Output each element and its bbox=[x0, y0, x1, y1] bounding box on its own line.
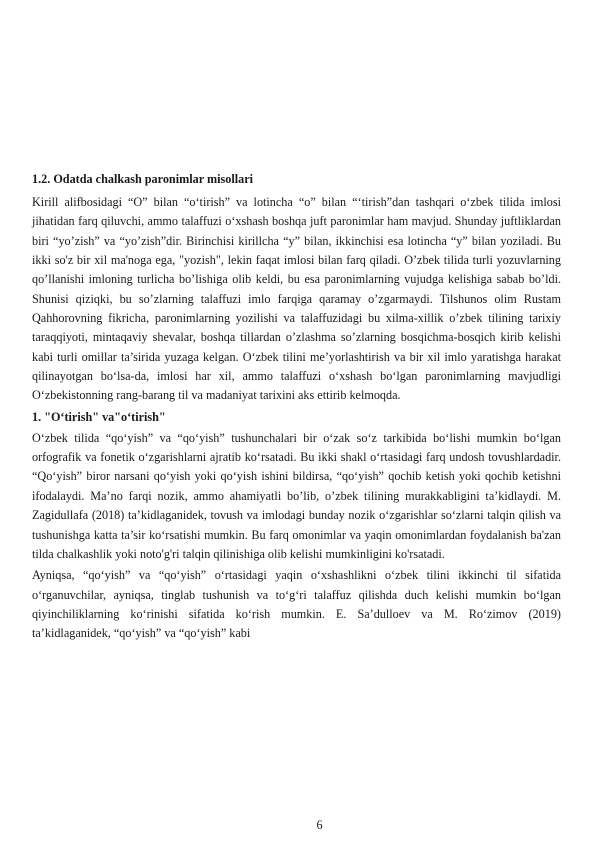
paragraph-qoyish: O‘zbek tilida “qo‘yish” va “qo‘yish” tushunchalari bir o‘zak so‘z tarkibida bo‘lishi mumkin bo‘lgan orfografik va fonetik o‘zgarishlarni ajratib ko‘rsatadi. Bu ikki shakl o‘rtasidagi farq undosh tovushlardadir. “Qo‘yish” biror narsani qo‘yish yoki qo‘yish ishini bildirsa, “qo‘yish” qochib ketish yoki qochib ketishni ifodalaydi. Ma’no farqi nozik, ammo ahamiyatli bo’lib, o’zbek tilining murakkabligini ta’kidlaydi. M. Zagidullafa (2018) ta’kidlaganidek, tovush va imlodagi bunday nozik o‘zgarishlar so‘zlarni talqin qilish va tushunishga katta ta’sir ko‘rsatishi mumkin. Bu farq omonimlar va yaqin omonimlardan foydalanish ba'zan tilda chalkashlik yoki noto'g'ri talqin qilinishiga olib kelishi mumkinligini ko'rsatadi. bbox=[32, 430, 561, 561]
page-content bbox=[32, 171, 561, 646]
page-number: 6 bbox=[316, 818, 323, 832]
section-heading: 1.2. Odatda chalkash paronimlar misollari bbox=[32, 172, 253, 186]
paragraph-learners: Ayniqsa, “qo‘yish” va “qo‘yish” o‘rtasidagi yaqin o‘xshashlikni o‘zbek tilini ikkinchi til sifatida o‘rganuvchilar, ayniqsa, tinglab tushunish va to‘g‘ri talaffuz qilishda duch kelishi mumkin bo‘lgan qiyinchiliklarning ko‘rinishi sifatida ko‘rish mumkin. E. Sa’dulloev va M. Ro‘zimov (2019) ta’kidlaganidek, “qo‘yish” va “qo‘yish” kabi bbox=[32, 568, 561, 641]
paragraph-intro: Kirill alifbosidagi “O” bilan “o‘tirish” va lotincha “o” bilan “‘tirish”dan tashqari o‘zbek tilida imlosi jihatidan farq qiluvchi, ammo talaffuzi o‘xshash boshqa juft paronimlar ham mavjud. Shunday juftliklardan biri “yo’zish” va “yo’zish”dir. Birinchisi kirillcha “y” bilan, ikkinchisi esa lotincha “y” bilan yoziladi. Bu ikki so'z bir xil ma'noga ega, "yozish", lekin faqat imlosi bilan farq qiladi. O’zbek tilida turli yozuvlarning qo’llanishi imloning turlicha bo’lishiga olib keldi, bu esa paronimlarning vujudga kelishiga sabab bo’ldi. Shunisi qiziqki, bu so’zlarning talaffuzi imlo farqiga qaramay o’zgarmaydi. Tilshunos olim Rustam Qahhorovning fikricha, paronimlarning yozilishi va talaffuzidagi bu xilma-xillik o’zbek tilining tarixiy taraqqiyoti, mintaqaviy shevalar, boshqa tillardan o’zlashma so’zlarning bosqichma-bosqich kirib kelishi kabi turli omillar ta’sirida yuzaga kelgan. O‘zbek tilini me’yorlashtirish va bir xil imlo yaratishga harakat qilinayotgan bo‘lsa-da, imlosi har xil, ammo talaffuzi o‘xshash bo‘lgan paronimlarning mavjudligi O‘zbekistonning rang-barang til va madaniyat tarixini aks ettirib kelmoqda. bbox=[32, 195, 561, 403]
subsection-heading: 1. "O‘tirish" va"o‘tirish" bbox=[32, 409, 166, 424]
